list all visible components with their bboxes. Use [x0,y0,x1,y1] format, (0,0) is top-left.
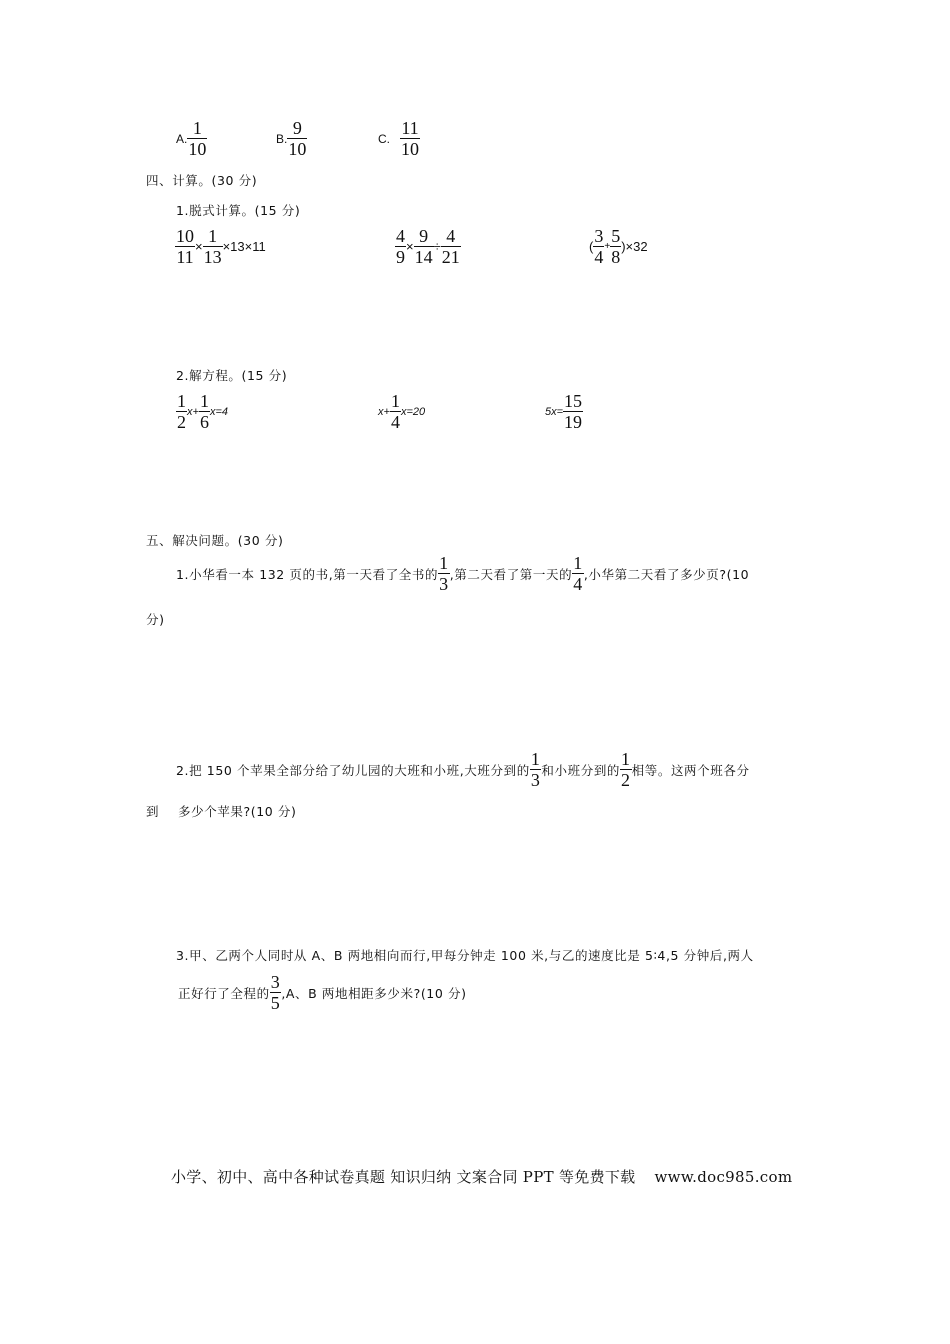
fraction: $\frac{4}{21}$ [441,226,460,267]
choice-a [176,118,207,159]
question-3-cont: 正好行了全程的 $\frac{3}{5}$ ,A、B 两地相距多少米?(10 分) [178,972,467,1013]
fraction: $\frac{3}{4}$ [594,226,604,267]
question-1: 1.小华看一本 132 页的书,第一天看了全书的 $\frac{1}{3}$ ,第二天看了第一天的 $\frac{1}{4}$ ,小华第二天看了多少页?(10 [176,553,750,594]
fraction: $\frac{1}{2}$ [177,391,186,432]
equation: x+ $\frac{1}{4}$ x=20 [378,391,426,432]
choice-label: B. [276,131,288,146]
fraction: $\frac{1}{13}$ [203,226,222,267]
choice-label: A. [176,131,188,146]
footer [171,1166,792,1187]
question-2-cont: 多少个苹果?(10 分) [178,804,297,819]
choice-label: C. [378,131,390,146]
fraction: $\frac{5}{8}$ [611,226,621,267]
footer-text: 小学、初中、高中各种试卷真题 知识归纳 文案合同 PPT 等免费下载 [171,1168,636,1186]
part-title: 1.脱式计算。(15 分) [176,203,301,218]
fraction: $\frac{15}{19}$ [564,391,583,432]
section-title: 四、计算。(30 分) [146,173,258,188]
choice-b [276,118,307,159]
fraction: $\frac{1}{3}$ [530,749,541,790]
footer-url[interactable]: www.doc985.com [654,1168,793,1186]
fraction: $\frac{1}{4}$ [390,391,400,432]
expression: ( $\frac{3}{4}$ + $\frac{5}{8}$ ) ×32 [589,226,648,267]
fraction: $\frac{11}{10}$ [401,118,419,159]
fraction: $\frac{9}{10}$ [288,118,307,159]
fraction: $\frac{1}{2}$ [621,749,631,790]
equation: 5x= $\frac{15}{19}$ [545,391,583,432]
expression: $\frac{4}{9}$ × $\frac{9}{14}$ ÷ $\frac{4}{21}$ [396,226,460,267]
fraction: $\frac{4}{9}$ [396,226,405,267]
fraction: $\frac{1}{6}$ [199,391,209,432]
fraction: $\frac{10}{11}$ [176,226,194,267]
question-1-cont: 分) [146,612,165,627]
question-3: 3.甲、乙两个人同时从 A、B 两地相向而行,甲每分钟走 100 米,与乙的速度比是 5∶4,5 分钟后,两人 [176,948,754,963]
expression: $\frac{10}{11}$ × $\frac{1}{13}$ ×13×11 [176,226,266,267]
fraction: $\frac{1}{10}$ [188,118,207,159]
fraction: $\frac{9}{14}$ [414,226,433,267]
fraction: $\frac{1}{3}$ [439,553,449,594]
question-2-cont: 到 [146,804,160,819]
fraction: $\frac{3}{5}$ [270,972,281,1013]
equation: $\frac{1}{2}$ x+ $\frac{1}{6}$ x=4 [177,391,228,432]
choice-c [378,118,420,159]
section-title: 五、解决问题。(30 分) [146,533,284,548]
part-title: 2.解方程。(15 分) [176,368,288,383]
fraction: $\frac{1}{4}$ [573,553,583,594]
question-2: 2.把 150 个苹果全部分给了幼儿园的大班和小班,大班分到的 $\frac{1}{3}$ 和小班分到的 $\frac{1}{2}$ 相等。这两个班各分 [176,749,750,790]
